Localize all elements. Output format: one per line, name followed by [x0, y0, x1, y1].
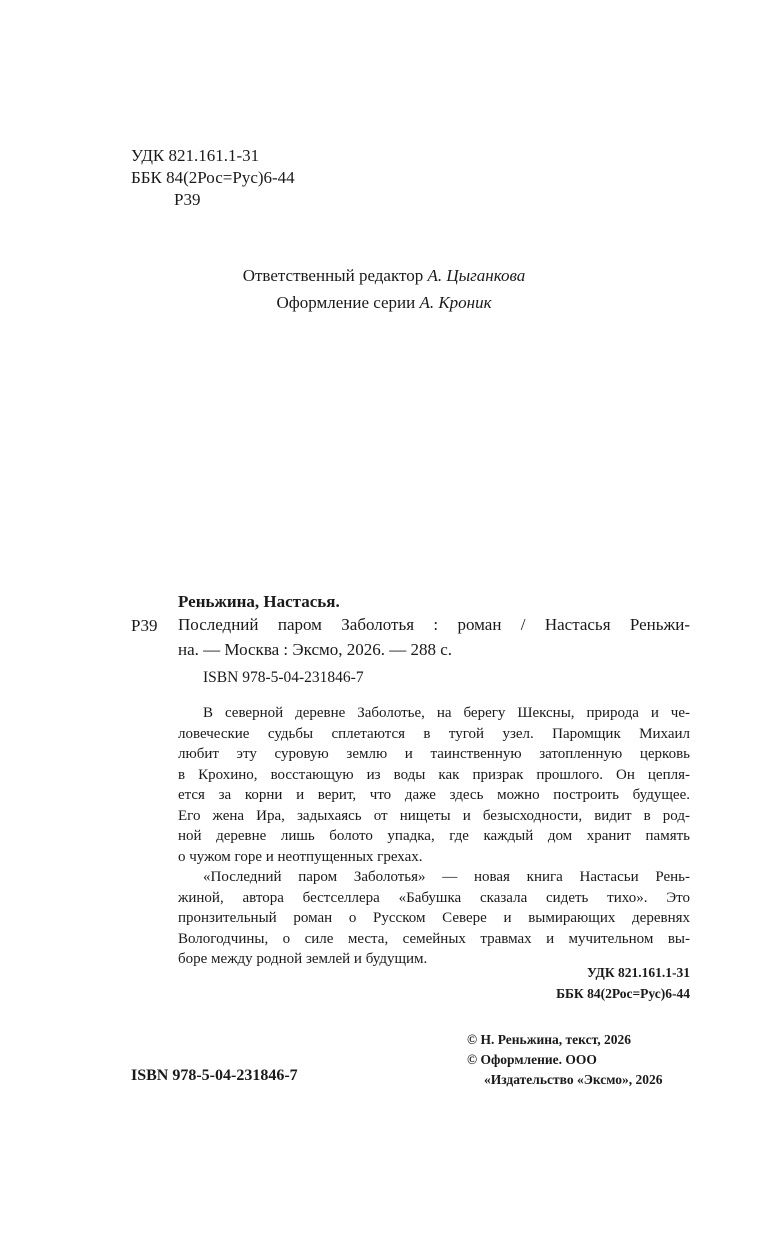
- annotation: [178, 703, 690, 970]
- copyright-line: «Издательство «Эксмо», 2026: [484, 1072, 663, 1087]
- editor-line: [0, 262, 768, 289]
- udk-code-right: УДК 821.161.1-31: [587, 965, 690, 980]
- annotation-line: в Крохино, восстающую из воды как призрак прошлого. Он цепля-: [178, 766, 690, 783]
- annotation-line: В северной деревне Заболотье, на берегу Шексны, природа и че-: [203, 705, 690, 721]
- annotation-line: ной деревне лишь болото упадка, где каждый дом хранит память: [178, 828, 690, 844]
- isbn-bottom: ISBN 978-5-04-231846-7: [131, 1067, 298, 1084]
- annotation-line: ется за корни и верит, что даже здесь можно построить будущее.: [178, 787, 690, 803]
- annotation-line: «Последний паром Заболотья» — новая книга Настасьи Рень-: [203, 869, 690, 885]
- bibliography-author: Реньжина, Настасья.: [178, 592, 340, 611]
- classification-right: [556, 962, 690, 1004]
- classification-block: [131, 145, 295, 211]
- bibliography-isbn: ISBN 978-5-04-231846-7: [203, 669, 364, 686]
- bbk-code: ББК 84(2Рос=Рус)6-44: [131, 168, 295, 187]
- design-line: [0, 289, 768, 316]
- udk-code: УДК 821.161.1-31: [131, 146, 260, 165]
- annotation-line: Его жена Ира, задыхаясь от нищеты и безысходности, видит в род-: [178, 807, 690, 824]
- bibliography-line: Последний паром Заболотья : роман / Настасья Реньжи-: [178, 615, 690, 634]
- annotation-line: ловеческие судьбы сплетаются в тугой узел. Паромщик Михаил: [178, 725, 690, 742]
- annotation-line: Вологодчины, о силе места, семейных травмах и мучительном вы-: [178, 930, 690, 947]
- copyright-line: © Н. Реньжина, текст, 2026: [467, 1032, 631, 1047]
- author-mark: Р39: [174, 190, 201, 209]
- bbk-code-right: ББК 84(2Рос=Рус)6-44: [556, 986, 690, 1001]
- copyright-block: [467, 1030, 663, 1090]
- annotation-line: пронзительный роман о Русском Севере и вымирающих деревнях: [178, 910, 690, 926]
- bibliography-line: на. — Москва : Эксмо, 2026. — 288 с.: [178, 640, 453, 659]
- bibliography-code: Р39: [131, 616, 158, 635]
- design-label: Оформление серии: [276, 293, 416, 312]
- credits-block: [0, 262, 768, 316]
- annotation-line: боре между родной землей и будущим.: [178, 951, 428, 967]
- bibliography-entry: [178, 612, 690, 662]
- annotation-line: жиной, автора бестселлера «Бабушка сказала сидеть тихо». Это: [178, 889, 690, 906]
- copyright-line: © Оформление. ООО: [467, 1052, 597, 1067]
- editor-label: Ответственный редактор: [242, 266, 424, 285]
- annotation-line: любит эту суровую землю и таинственную затопленную церковь: [178, 746, 690, 762]
- annotation-line: о чужом горе и неотпущенных грехах.: [178, 848, 423, 865]
- design-name: А. Кроник: [419, 293, 492, 312]
- editor-name: А. Цыганкова: [427, 266, 526, 285]
